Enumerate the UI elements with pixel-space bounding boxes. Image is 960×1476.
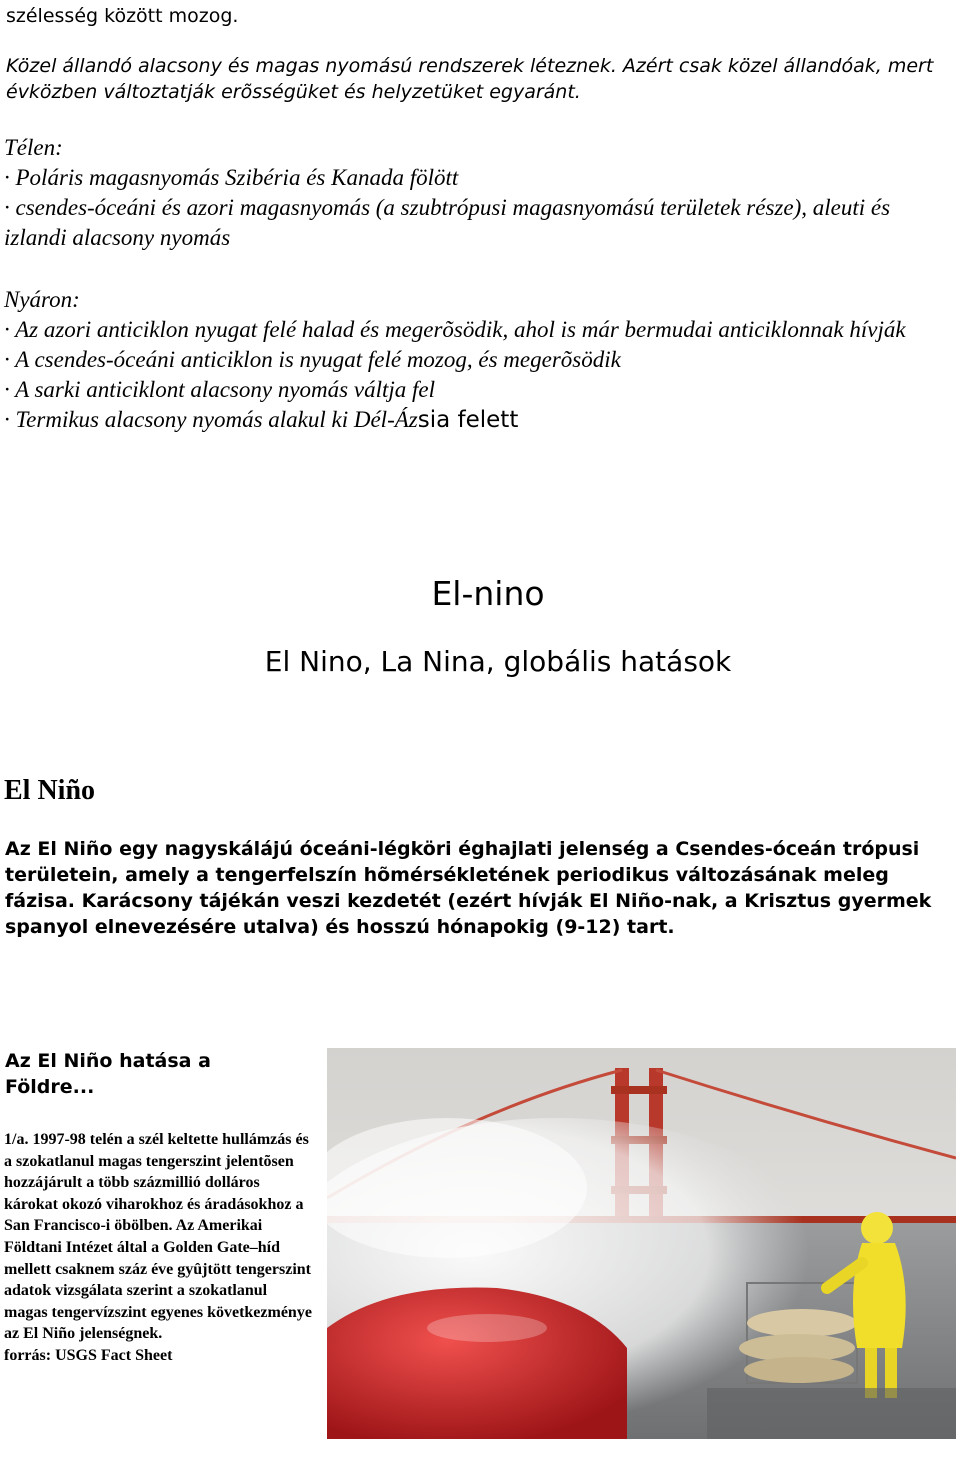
summer-item-last-italic: · Termikus alacsony nyomás alakul ki Dél-Áz bbox=[4, 407, 418, 432]
storm-photo bbox=[327, 1048, 956, 1439]
effect-heading: Az El Niño hatása a Földre... bbox=[5, 1050, 211, 1098]
winter-item: · csendes-óceáni és azori magasnyomás (a szubtrópusi magasnyomású területek része), aleuti és izlandi alacsony nyomás bbox=[4, 195, 891, 250]
summer-item-last-plain: sia felett bbox=[417, 407, 519, 433]
source-note: forrás: USGS Fact Sheet bbox=[4, 1346, 173, 1364]
sandbags bbox=[744, 1357, 854, 1383]
summer-section bbox=[4, 285, 934, 435]
page-title: El-nino bbox=[431, 574, 545, 613]
sandbags bbox=[747, 1309, 857, 1337]
effect-caption-text: 1/a. 1997-98 telén a szél keltette hullámzás és a szokatlanul magas tengerszint jelentõsen hozzájárult a több százmillió dolláros károkat okozó viharokhoz és áradásokhoz a San Francisco-i öbölben. Az Amerikai Földtani Intézet által a Golden Gate–híd mellett csaknem száz éve gyûjtött tengerszint adatok vizsgálata szerint a szokatlanul magas tengervízszint egyenes következménye az El Niño jelenségnek. bbox=[4, 1131, 312, 1343]
section-heading: El Niño bbox=[4, 775, 96, 806]
raincoat-hood bbox=[861, 1212, 893, 1244]
car-highlight bbox=[427, 1314, 547, 1342]
page-subtitle: El Nino, La Nina, globális hatások bbox=[264, 645, 732, 678]
summer-item: · A sarki anticiklont alacsony nyomás váltja fel bbox=[4, 377, 435, 402]
main-paragraph: Az El Niño egy nagyskálájú óceáni-légköri éghajlati jelenség a Csendes-óceán trópusi területein, amely a tengerfelszín hõmérsékletének periodikus változásának meleg fázisa. Karácsony tájékán veszi kezdetét (ezért hívják El Niño-nak, a Krisztus gyermek spanyol elnevezésére utalva) és hosszú hónapokig (9-12) tart. bbox=[5, 838, 932, 938]
flooded-street bbox=[707, 1388, 956, 1439]
continued-text-line: szélesség között mozog. bbox=[6, 5, 239, 27]
storm-photo-illustration bbox=[327, 1048, 956, 1439]
summer-item: · Az azori anticiklon nyugat felé halad és megerõsödik, ahol is már bermudai anticiklonnak hívják bbox=[4, 317, 906, 342]
summer-item: · A csendes-óceáni anticiklon is nyugat felé mozog, és megerõsödik bbox=[4, 347, 621, 372]
summer-heading: Nyáron: bbox=[4, 287, 80, 312]
winter-heading: Télen: bbox=[4, 135, 63, 160]
intro-paragraph: Közel állandó alacsony és magas nyomású rendszerek léteznek. Azért csak közel állandóak, mert évközben változtatják erõsségüket és helyzetüket egyaránt. bbox=[6, 55, 934, 103]
winter-section bbox=[4, 133, 934, 253]
summer-item-last bbox=[4, 405, 934, 435]
winter-item: · Poláris magasnyomás Szibéria és Kanada fölött bbox=[4, 165, 459, 190]
bridge-tower-beam bbox=[611, 1086, 667, 1094]
effect-caption bbox=[4, 1129, 314, 1367]
